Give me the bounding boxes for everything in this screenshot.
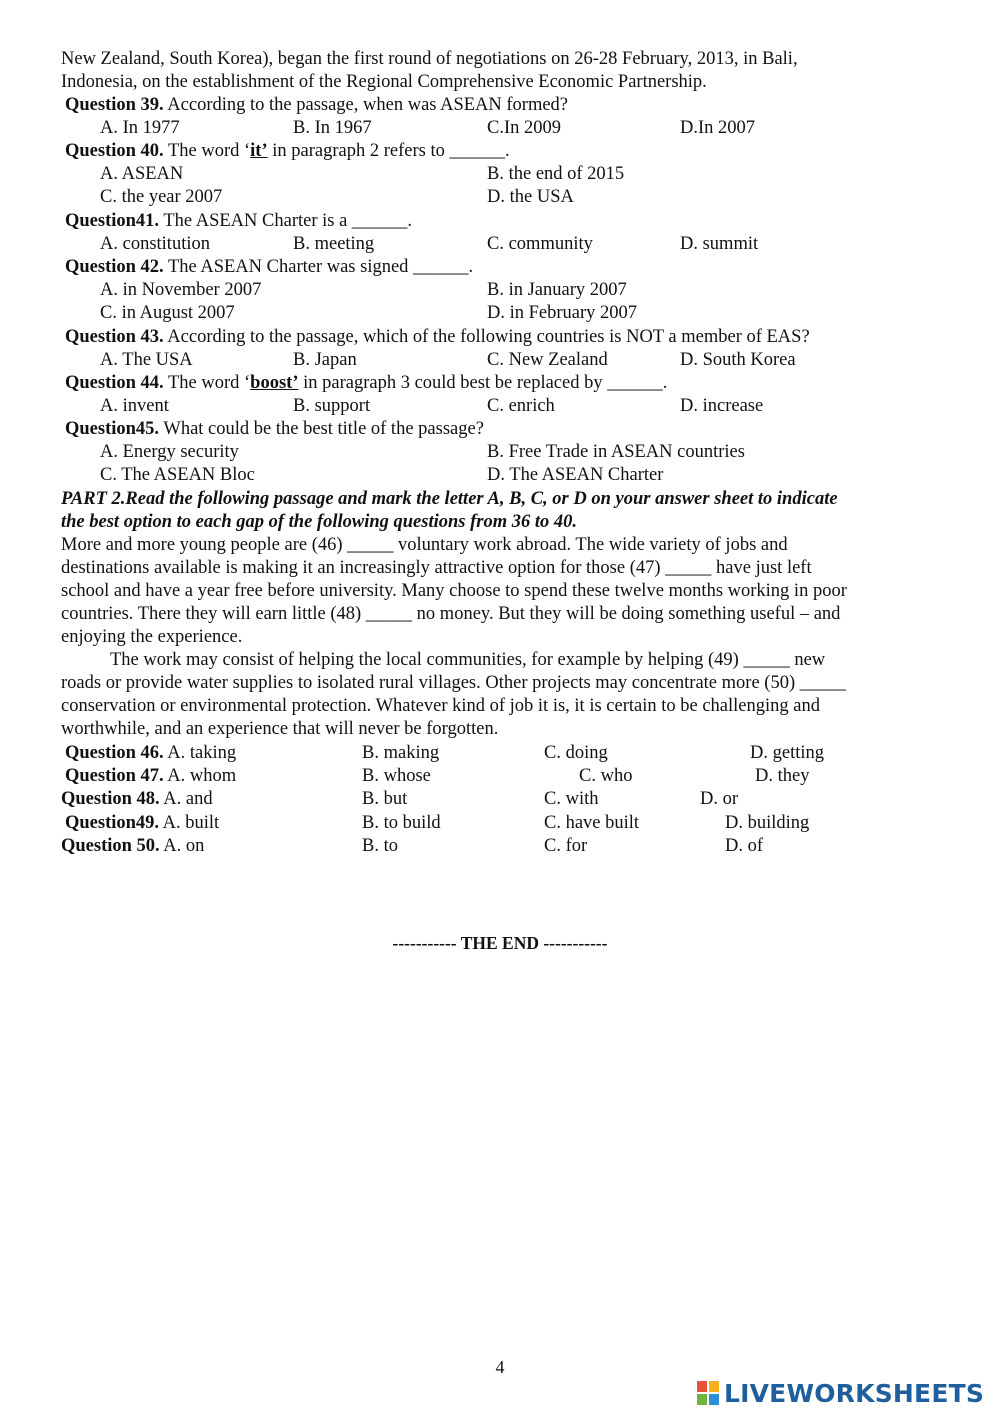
question-number: Question 42. [65, 257, 164, 277]
logo-square-green [696, 1393, 708, 1406]
question-44 [65, 372, 667, 395]
q46-option-d[interactable]: D. getting [750, 743, 824, 763]
part2-heading-line-1: PART 2.Read the following passage and mark the letter A, B, C, or D on your answer sheet to indicate [61, 489, 838, 509]
q47-option-b[interactable]: B. whose [362, 766, 431, 786]
question-48 [61, 788, 213, 811]
question-text-pre: The word ‘ [163, 141, 251, 161]
question-49 [65, 812, 219, 835]
question-number: Question41. [65, 211, 160, 231]
logo-text: LIVEWORKSHEETS [724, 1378, 985, 1408]
logo-square-blue [708, 1393, 720, 1406]
question-40 [65, 140, 510, 163]
q41-option-c[interactable]: C. community [487, 234, 593, 254]
q50-option-b[interactable]: B. to [362, 836, 398, 856]
question-number: Question 43. [65, 327, 164, 347]
q49-option-d[interactable]: D. building [725, 813, 810, 833]
q41-option-a[interactable]: A. constitution [100, 234, 210, 254]
passage-line-6: The work may consist of helping the local communities, for example by helping (49) _____ new [110, 650, 826, 670]
question-39 [65, 94, 568, 117]
q49-option-c[interactable]: C. have built [544, 813, 640, 833]
q47-option-a[interactable]: A. whom [163, 766, 237, 786]
q41-option-d[interactable]: D. summit [680, 234, 759, 254]
intro-line-1: New Zealand, South Korea), began the first round of negotiations on 26-28 February, 2013, in Bali, [61, 49, 798, 69]
q45-option-d[interactable]: D. The ASEAN Charter [487, 465, 664, 485]
question-46 [65, 742, 236, 765]
question-text: The ASEAN Charter is a ______. [159, 211, 413, 231]
q48-option-c[interactable]: C. with [544, 789, 599, 809]
the-end-marker: ----------- THE END ----------- [392, 933, 608, 953]
passage-line-9: worthwhile, and an experience that will never be forgotten. [61, 719, 499, 739]
question-number: Question45. [65, 419, 160, 439]
question-number: Question 48. [61, 789, 160, 809]
page-number: 4 [495, 1357, 505, 1377]
q39-option-b[interactable]: B. In 1967 [293, 118, 372, 138]
q46-option-b[interactable]: B. making [362, 743, 440, 763]
q49-option-b[interactable]: B. to build [362, 813, 441, 833]
q45-option-b[interactable]: B. Free Trade in ASEAN countries [487, 442, 745, 462]
q48-option-b[interactable]: B. but [362, 789, 408, 809]
question-text: What could be the best title of the passage? [159, 419, 484, 439]
q39-option-a[interactable]: A. In 1977 [100, 118, 180, 138]
q43-option-a[interactable]: A. The USA [100, 350, 193, 370]
question-number: Question 44. [65, 373, 164, 393]
q42-option-d[interactable]: D. in February 2007 [487, 303, 638, 323]
q42-option-a[interactable]: A. in November 2007 [100, 280, 262, 300]
q44-option-b[interactable]: B. support [293, 396, 371, 416]
question-text-post: in paragraph 2 refers to ______. [267, 141, 510, 161]
passage-line-3: school and have a year free before university. Many choose to spend these twelve months working in poor [61, 581, 847, 601]
q48-option-d[interactable]: D. or [700, 789, 739, 809]
referenced-word: boost’ [250, 373, 299, 393]
q40-option-d[interactable]: D. the USA [487, 187, 574, 207]
q42-option-b[interactable]: B. in January 2007 [487, 280, 627, 300]
q45-option-a[interactable]: A. Energy security [100, 442, 239, 462]
q44-option-a[interactable]: A. invent [100, 396, 169, 416]
question-text: According to the passage, which of the following countries is NOT a member of EAS? [163, 327, 810, 347]
q43-option-c[interactable]: C. New Zealand [487, 350, 608, 370]
logo-square-red [696, 1380, 708, 1393]
q40-option-b[interactable]: B. the end of 2015 [487, 164, 625, 184]
question-number: Question 46. [65, 743, 164, 763]
q46-option-a[interactable]: A. taking [163, 743, 237, 763]
q45-option-c[interactable]: C. The ASEAN Bloc [100, 465, 255, 485]
q46-option-c[interactable]: C. doing [544, 743, 608, 763]
liveworksheets-logo[interactable] [696, 1377, 984, 1409]
question-text: The ASEAN Charter was signed ______. [163, 257, 474, 277]
passage-line-2: destinations available is making it an increasingly attractive option for those (47) _____ have just left [61, 558, 812, 578]
passage-line-8: conservation or environmental protection. Whatever kind of job it is, it is certain to be challenging and [61, 696, 820, 716]
question-47 [65, 765, 236, 788]
q43-option-d[interactable]: D. South Korea [680, 350, 796, 370]
question-text: According to the passage, when was ASEAN formed? [163, 95, 569, 115]
question-41 [65, 210, 412, 233]
q49-option-a[interactable]: A. built [159, 813, 220, 833]
q42-option-c[interactable]: C. in August 2007 [100, 303, 235, 323]
q39-option-d[interactable]: D.In 2007 [680, 118, 756, 138]
liveworksheets-logo-icon [696, 1380, 720, 1406]
passage-line-1: More and more young people are (46) _____ voluntary work abroad. The wide variety of jobs and [61, 535, 788, 555]
referenced-word: it’ [250, 141, 268, 161]
q39-option-c[interactable]: C.In 2009 [487, 118, 561, 138]
q50-option-a[interactable]: A. on [159, 836, 205, 856]
q43-option-b[interactable]: B. Japan [293, 350, 357, 370]
intro-line-2: Indonesia, on the establishment of the Regional Comprehensive Economic Partnership. [61, 72, 707, 92]
part2-heading-line-2: the best option to each gap of the following questions from 36 to 40. [61, 512, 577, 532]
q47-option-c[interactable]: C. who [579, 766, 633, 786]
q40-option-c[interactable]: C. the year 2007 [100, 187, 223, 207]
question-number: Question 40. [65, 141, 164, 161]
q50-option-d[interactable]: D. of [725, 836, 764, 856]
q44-option-d[interactable]: D. increase [680, 396, 764, 416]
question-45 [65, 418, 484, 441]
question-42 [65, 256, 473, 279]
question-text-post: in paragraph 3 could best be replaced by ______. [298, 373, 668, 393]
passage-line-5: enjoying the experience. [61, 627, 243, 647]
question-number: Question 47. [65, 766, 164, 786]
question-number: Question 50. [61, 836, 160, 856]
q40-option-a[interactable]: A. ASEAN [100, 164, 184, 184]
q50-option-c[interactable]: C. for [544, 836, 588, 856]
passage-line-7: roads or provide water supplies to isolated rural villages. Other projects may concentrate more (50) _____ [61, 673, 846, 693]
question-43 [65, 326, 810, 349]
passage-line-4: countries. There they will earn little (48) _____ no money. But they will be doing something useful – and [61, 604, 841, 624]
question-number: Question 39. [65, 95, 164, 115]
q41-option-b[interactable]: B. meeting [293, 234, 375, 254]
question-50 [61, 835, 204, 858]
logo-square-yellow [708, 1380, 720, 1393]
q47-option-d[interactable]: D. they [755, 766, 810, 786]
question-text-pre: The word ‘ [163, 373, 251, 393]
question-number: Question49. [65, 813, 160, 833]
q48-option-a[interactable]: A. and [159, 789, 213, 809]
q44-option-c[interactable]: C. enrich [487, 396, 555, 416]
